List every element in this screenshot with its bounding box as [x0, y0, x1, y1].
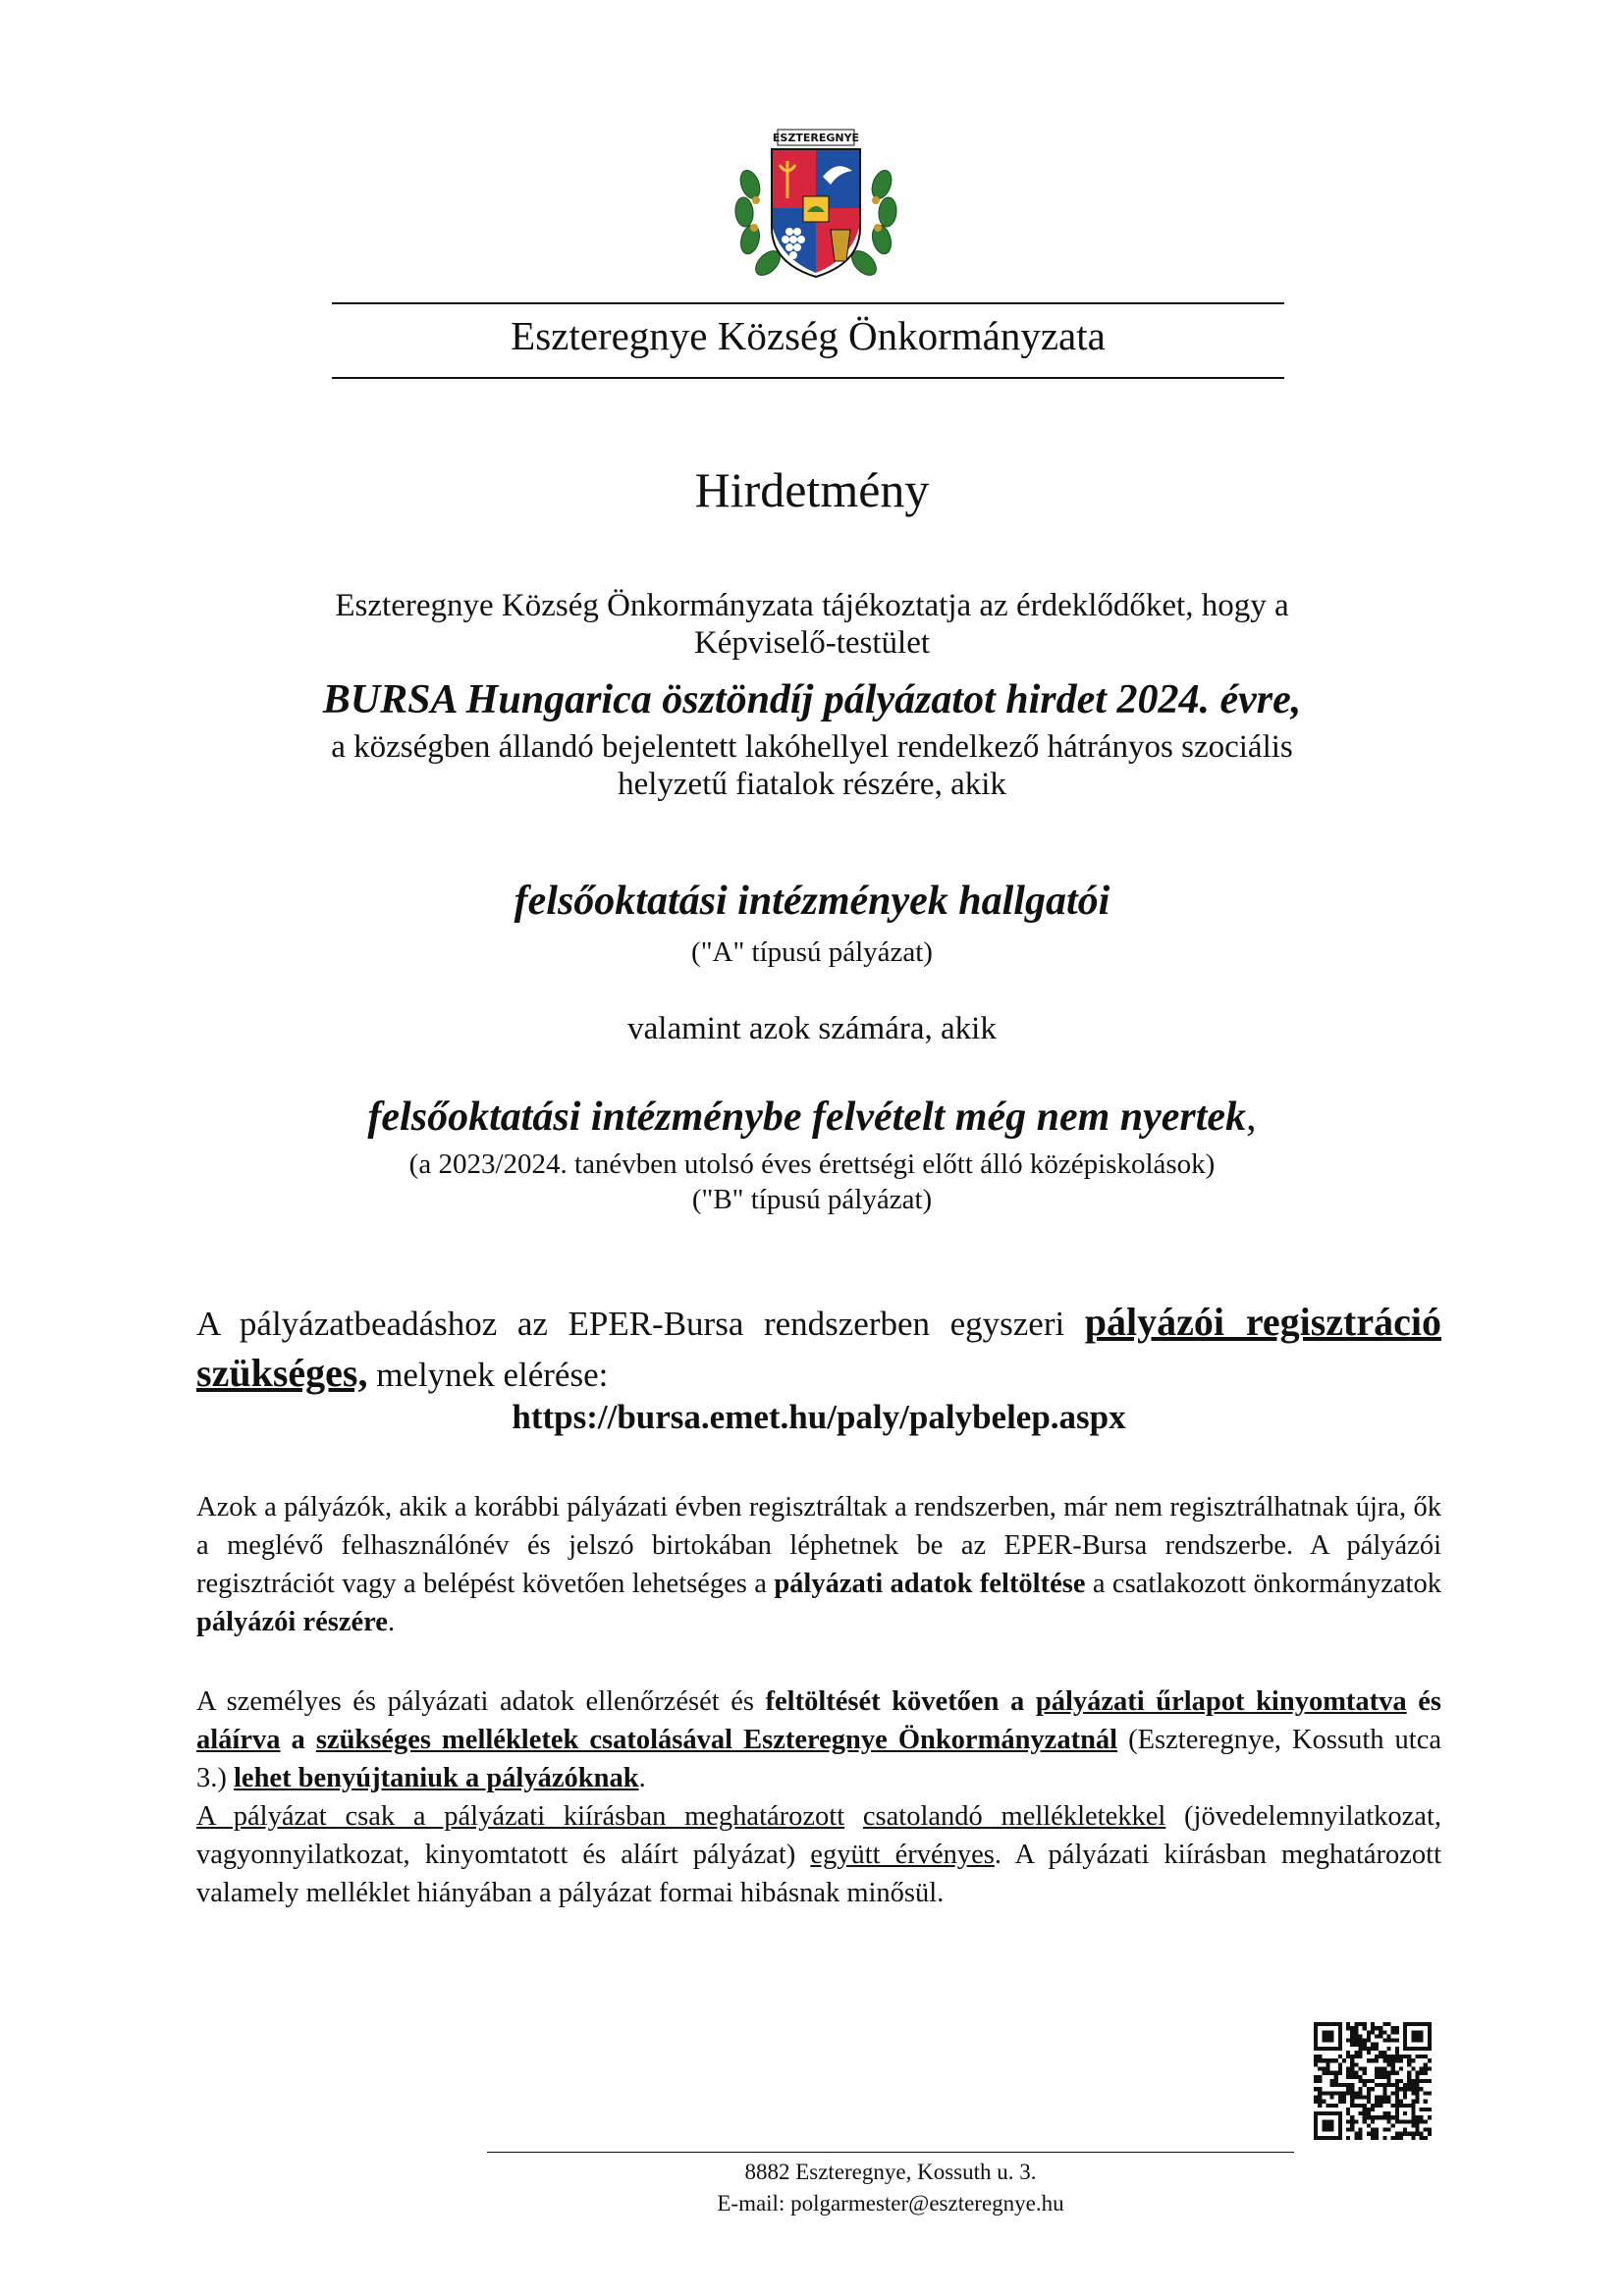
para1-text: Azok a pályázók, akik a korábbi pályázati évben regisztráltak a rendszerben, már nem regisztrálhatnak újra, ők a meglévő felhasználónév és jelszó birtokában léphetnek be az EPER-Bursa rendszerbe. A pályázói regisztrációt vagy a belépést követően lehetséges a: [196, 1492, 1441, 1599]
eligibility-line: helyzetű fiatalok részére, akik: [618, 767, 1006, 802]
footer-address: 8882 Eszteregnye, Kossuth u. 3.: [744, 2160, 1037, 2184]
main-headline: BURSA Hungarica ösztöndíj pályázatot hirdet 2024. évre,: [322, 677, 1302, 722]
para1-text: a csatlakozott önkormányzatok: [1085, 1569, 1441, 1599]
type-a-label: ("A" típusú pályázat): [691, 936, 933, 968]
eligibility-paragraph: [196, 728, 1428, 803]
qr-code-icon[interactable]: [1314, 2022, 1432, 2140]
para1-bold: pályázói részére: [196, 1607, 388, 1637]
para2-text: A személyes és pályázati adatok ellenőrzését és: [196, 1686, 766, 1717]
type-b-label: ("B" típusú pályázat): [691, 1184, 933, 1215]
para2-underline: csatolandó mellékletekkel: [862, 1801, 1166, 1832]
para2-underline: együtt érvényes: [810, 1840, 995, 1870]
para2-underline: A pályázat csak a pályázati kiírásban meghatározott: [196, 1801, 845, 1832]
organization-name: Eszteregnye Község Önkormányzata: [511, 313, 1106, 358]
footer-rule: [487, 2152, 1294, 2153]
para2-bold-underline: lehet benyújtaniuk a pályázóknak: [234, 1763, 639, 1793]
type-a-heading: felsőoktatási intézmények hallgatói: [514, 879, 1110, 924]
crest-banner: ESZTEREGNYE: [772, 132, 860, 144]
para1-bold: pályázati adatok feltöltése: [774, 1569, 1086, 1599]
para1-text: .: [387, 1607, 396, 1637]
type-b-comma: ,: [1246, 1095, 1257, 1140]
registration-url-link[interactable]: https://bursa.emet.hu/paly/palybelep.aspx: [512, 1398, 1126, 1436]
connector-text: valamint azok számára, akik: [627, 1011, 997, 1046]
intro-line: Képviselő-testület: [693, 625, 931, 661]
intro-line: Eszteregnye Község Önkormányzata tájékoztatja az érdeklődőket, hogy a: [335, 588, 1289, 623]
returning-applicants-paragraph: [196, 1488, 1441, 1641]
type-b-heading-text: felsőoktatási intézménybe felvételt még nem nyertek: [367, 1095, 1247, 1140]
para2-text: [844, 1801, 863, 1832]
para2-text: . A pályázati kiírásban meghatározott valamely melléklet hiányában a pályázat formai hibásnak minősül.: [196, 1840, 1441, 1908]
eligibility-line: a községben állandó bejelentett lakóhellyel rendelkező hátrányos szociális: [331, 729, 1293, 765]
page-title: Hirdetmény: [694, 462, 930, 517]
para2-text: (jövedelemnyilatkozat, vagyonnyilatkozat, kinyomtatott és aláírt pályázat): [196, 1801, 1441, 1870]
registration-text: A pályázatbeadáshoz az EPER-Bursa rendszerben egyszeri: [196, 1305, 1085, 1343]
header-top-rule: [332, 302, 1284, 304]
coat-of-arms-icon: [729, 126, 903, 283]
para2-bold-underline: aláírva: [196, 1725, 281, 1755]
type-b-note: (a 2023/2024. tanévben utolsó éves érettségi előtt álló középiskolások): [408, 1148, 1216, 1180]
para2-bold-underline: szükséges mellékletek csatolásával Eszteregnye Önkormányzatnál: [315, 1725, 1118, 1755]
para2-text: .: [638, 1763, 646, 1793]
para2-bold: és: [1406, 1686, 1441, 1717]
para2-bold: a: [280, 1725, 316, 1755]
intro-paragraph: [196, 587, 1428, 662]
registration-text-after: melynek elérése:: [367, 1356, 609, 1394]
para2-bold: feltöltését követően a: [765, 1686, 1036, 1717]
registration-paragraph: [196, 1298, 1441, 1400]
type-b-heading: [196, 1094, 1428, 1141]
registration-emphasis: pályázói regisztráció szükséges,: [196, 1300, 1441, 1395]
para2-text: (Eszteregnye, Kossuth utca 3.): [196, 1725, 1442, 1793]
para2-bold-underline: pályázati űrlapot kinyomtatva: [1035, 1686, 1407, 1717]
header-bottom-rule: [332, 377, 1284, 379]
footer-email: E-mail: polgarmester@eszteregnye.hu: [717, 2191, 1064, 2216]
submission-paragraph: [196, 1682, 1441, 1912]
